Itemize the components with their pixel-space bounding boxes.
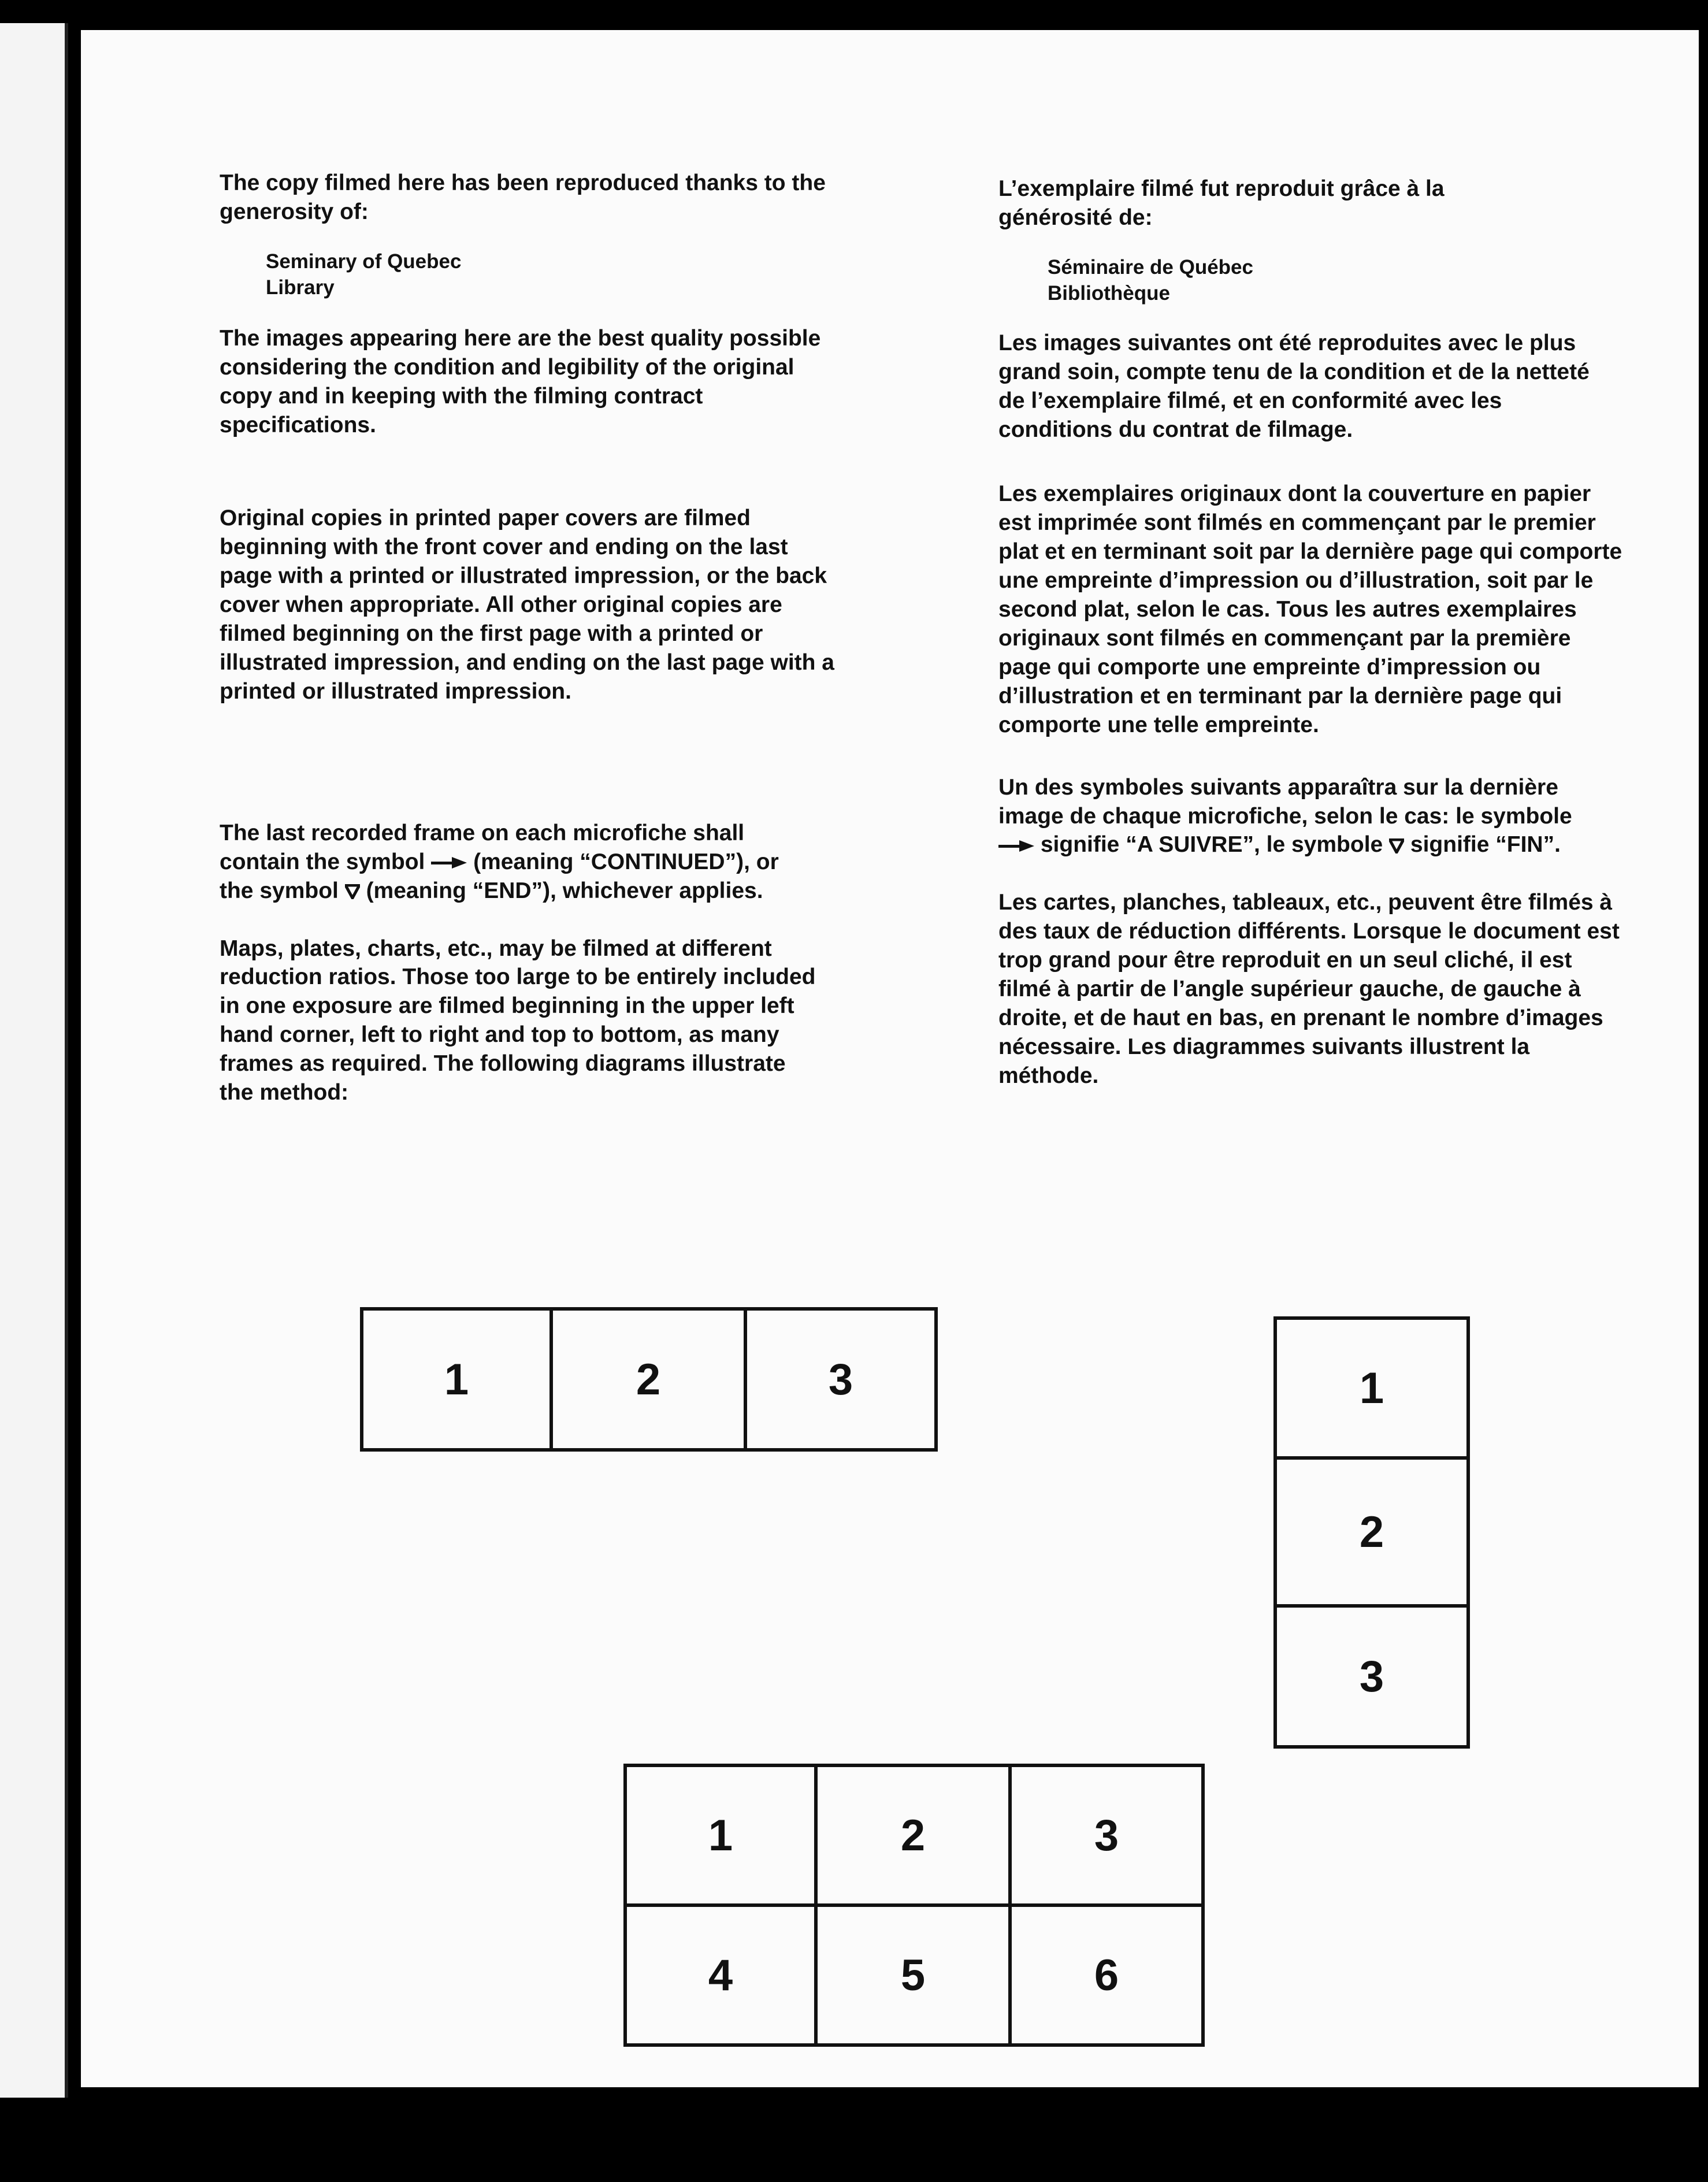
english-originals: Original copies in printed paper covers are filmed beginning with the front cover and ending on the last page with a printed or illustrated impression, or the back cover when appropriate. All other original copies are filmed beginning on the first page with a printed or illustrated impression, and ending on the last page with a printed or illustrated impression. (220, 506, 834, 704)
diagram-frame-cell: 4 (627, 1907, 818, 2043)
end-triangle-icon (345, 884, 360, 899)
diagram-frame-cell: 1 (627, 1767, 818, 1907)
english-library-line2: Library (266, 276, 335, 299)
french-quality: Les images suivantes ont été reproduites avec le plus grand soin, compte tenu de la condition et de la netteté de l’exemplaire filmé, et en conformité avec les conditions du contrat de filmage. (998, 330, 1590, 442)
diagram-frame-cell: 2 (818, 1767, 1012, 1907)
diagram-frame-cell: 2 (1277, 1460, 1466, 1608)
diagram-frame-cell: 1 (1277, 1320, 1466, 1460)
french-maps: Les cartes, planches, tableaux, etc., peuvent être filmés à des taux de réduction différents. Lorsque le document est trop grand pour être reproduit en un seul cliché, il est filmé à partir de l’angle supérieur gauche, de gauche à droite, et de haut en bas, en prenant le nombre d’images nécessaire. Les diagrammes suivants illustrent la méthode. (998, 890, 1620, 1088)
diagram-frame-cell: 3 (828, 1355, 853, 1404)
french-originals: Les exemplaires originaux dont la couverture en papier est imprimée sont filmés en commençant par le premier plat et en terminant soit par la dernière page qui comporte une empreinte d’impression ou d’illustration, soit par le second plat, selon le cas. Tous les autres exemplaires originaux sont filmés en commençant par la première page qui comporte une empreinte d’impression ou d’illustration et en terminant par la dernière page qui comporte une telle empreinte. (998, 481, 1622, 737)
french-symbols-text-3: signifie “FIN”. (1410, 832, 1561, 858)
french-library (1048, 254, 1622, 307)
english-column (220, 169, 855, 1107)
english-library-line1: Seminary of Quebec (266, 250, 462, 273)
continued-arrow-icon (431, 857, 467, 869)
diagram-frame-cell: 1 (363, 1311, 553, 1448)
grid-frame-diagram (623, 1764, 1205, 2047)
diagram-frame-cell: 2 (553, 1311, 747, 1448)
english-library (266, 248, 855, 301)
french-library-line2: Bibliothèque (1048, 282, 1170, 305)
diagram-frame-cell: 5 (818, 1907, 1012, 2043)
french-symbols-text-1: Un des symboles suivants apparaîtra sur la dernière image de chaque microfiche, selon le cas: le symbole (998, 774, 1572, 829)
english-symbols-text-1: The last recorded frame on each microfiche shall contain the symbol (220, 820, 745, 874)
microfiche-target-page (81, 30, 1699, 2087)
diagram-frame-cell: 6 (1094, 1950, 1119, 2000)
french-intro: L’exemplaire filmé fut reproduit grâce à la générosité de: (998, 176, 1445, 230)
french-column (998, 175, 1622, 1090)
fin-triangle-icon (1389, 838, 1404, 853)
previous-page-edge (0, 23, 68, 2098)
french-library-line1: Séminaire de Québec (1048, 255, 1253, 279)
a-suivre-arrow-icon (998, 840, 1034, 852)
diagram-frame-cell: 3 (1012, 1767, 1201, 1907)
french-symbols-text-2: signifie “A SUIVRE”, le symbole (1040, 832, 1383, 858)
english-intro: The copy filmed here has been reproduced thanks to the generosity of: (220, 170, 826, 224)
french-symbols (998, 773, 1611, 860)
diagram-frame-cell: 3 (1359, 1652, 1384, 1701)
english-symbols-text-3: (meaning “END”), whichever applies. (366, 878, 763, 903)
english-symbols-text-2: (meaning “CONTINUED”), or the symbol (220, 849, 779, 903)
page-fold-shadow (65, 23, 68, 2098)
english-maps: Maps, plates, charts, etc., may be filmed at different reduction ratios. Those too large to be entirely included in one exposure are filmed beginning in the upper left hand corner, left to right and top to bottom, as many frames as required. The following diagrams illustrate the method: (220, 936, 816, 1105)
english-quality: The images appearing here are the best quality possible considering the condition and legibility of the original copy and in keeping with the filming contract specifications. (220, 325, 821, 437)
horizontal-frame-diagram (360, 1307, 938, 1452)
english-symbols (220, 819, 797, 906)
vertical-frame-diagram (1273, 1316, 1470, 1749)
